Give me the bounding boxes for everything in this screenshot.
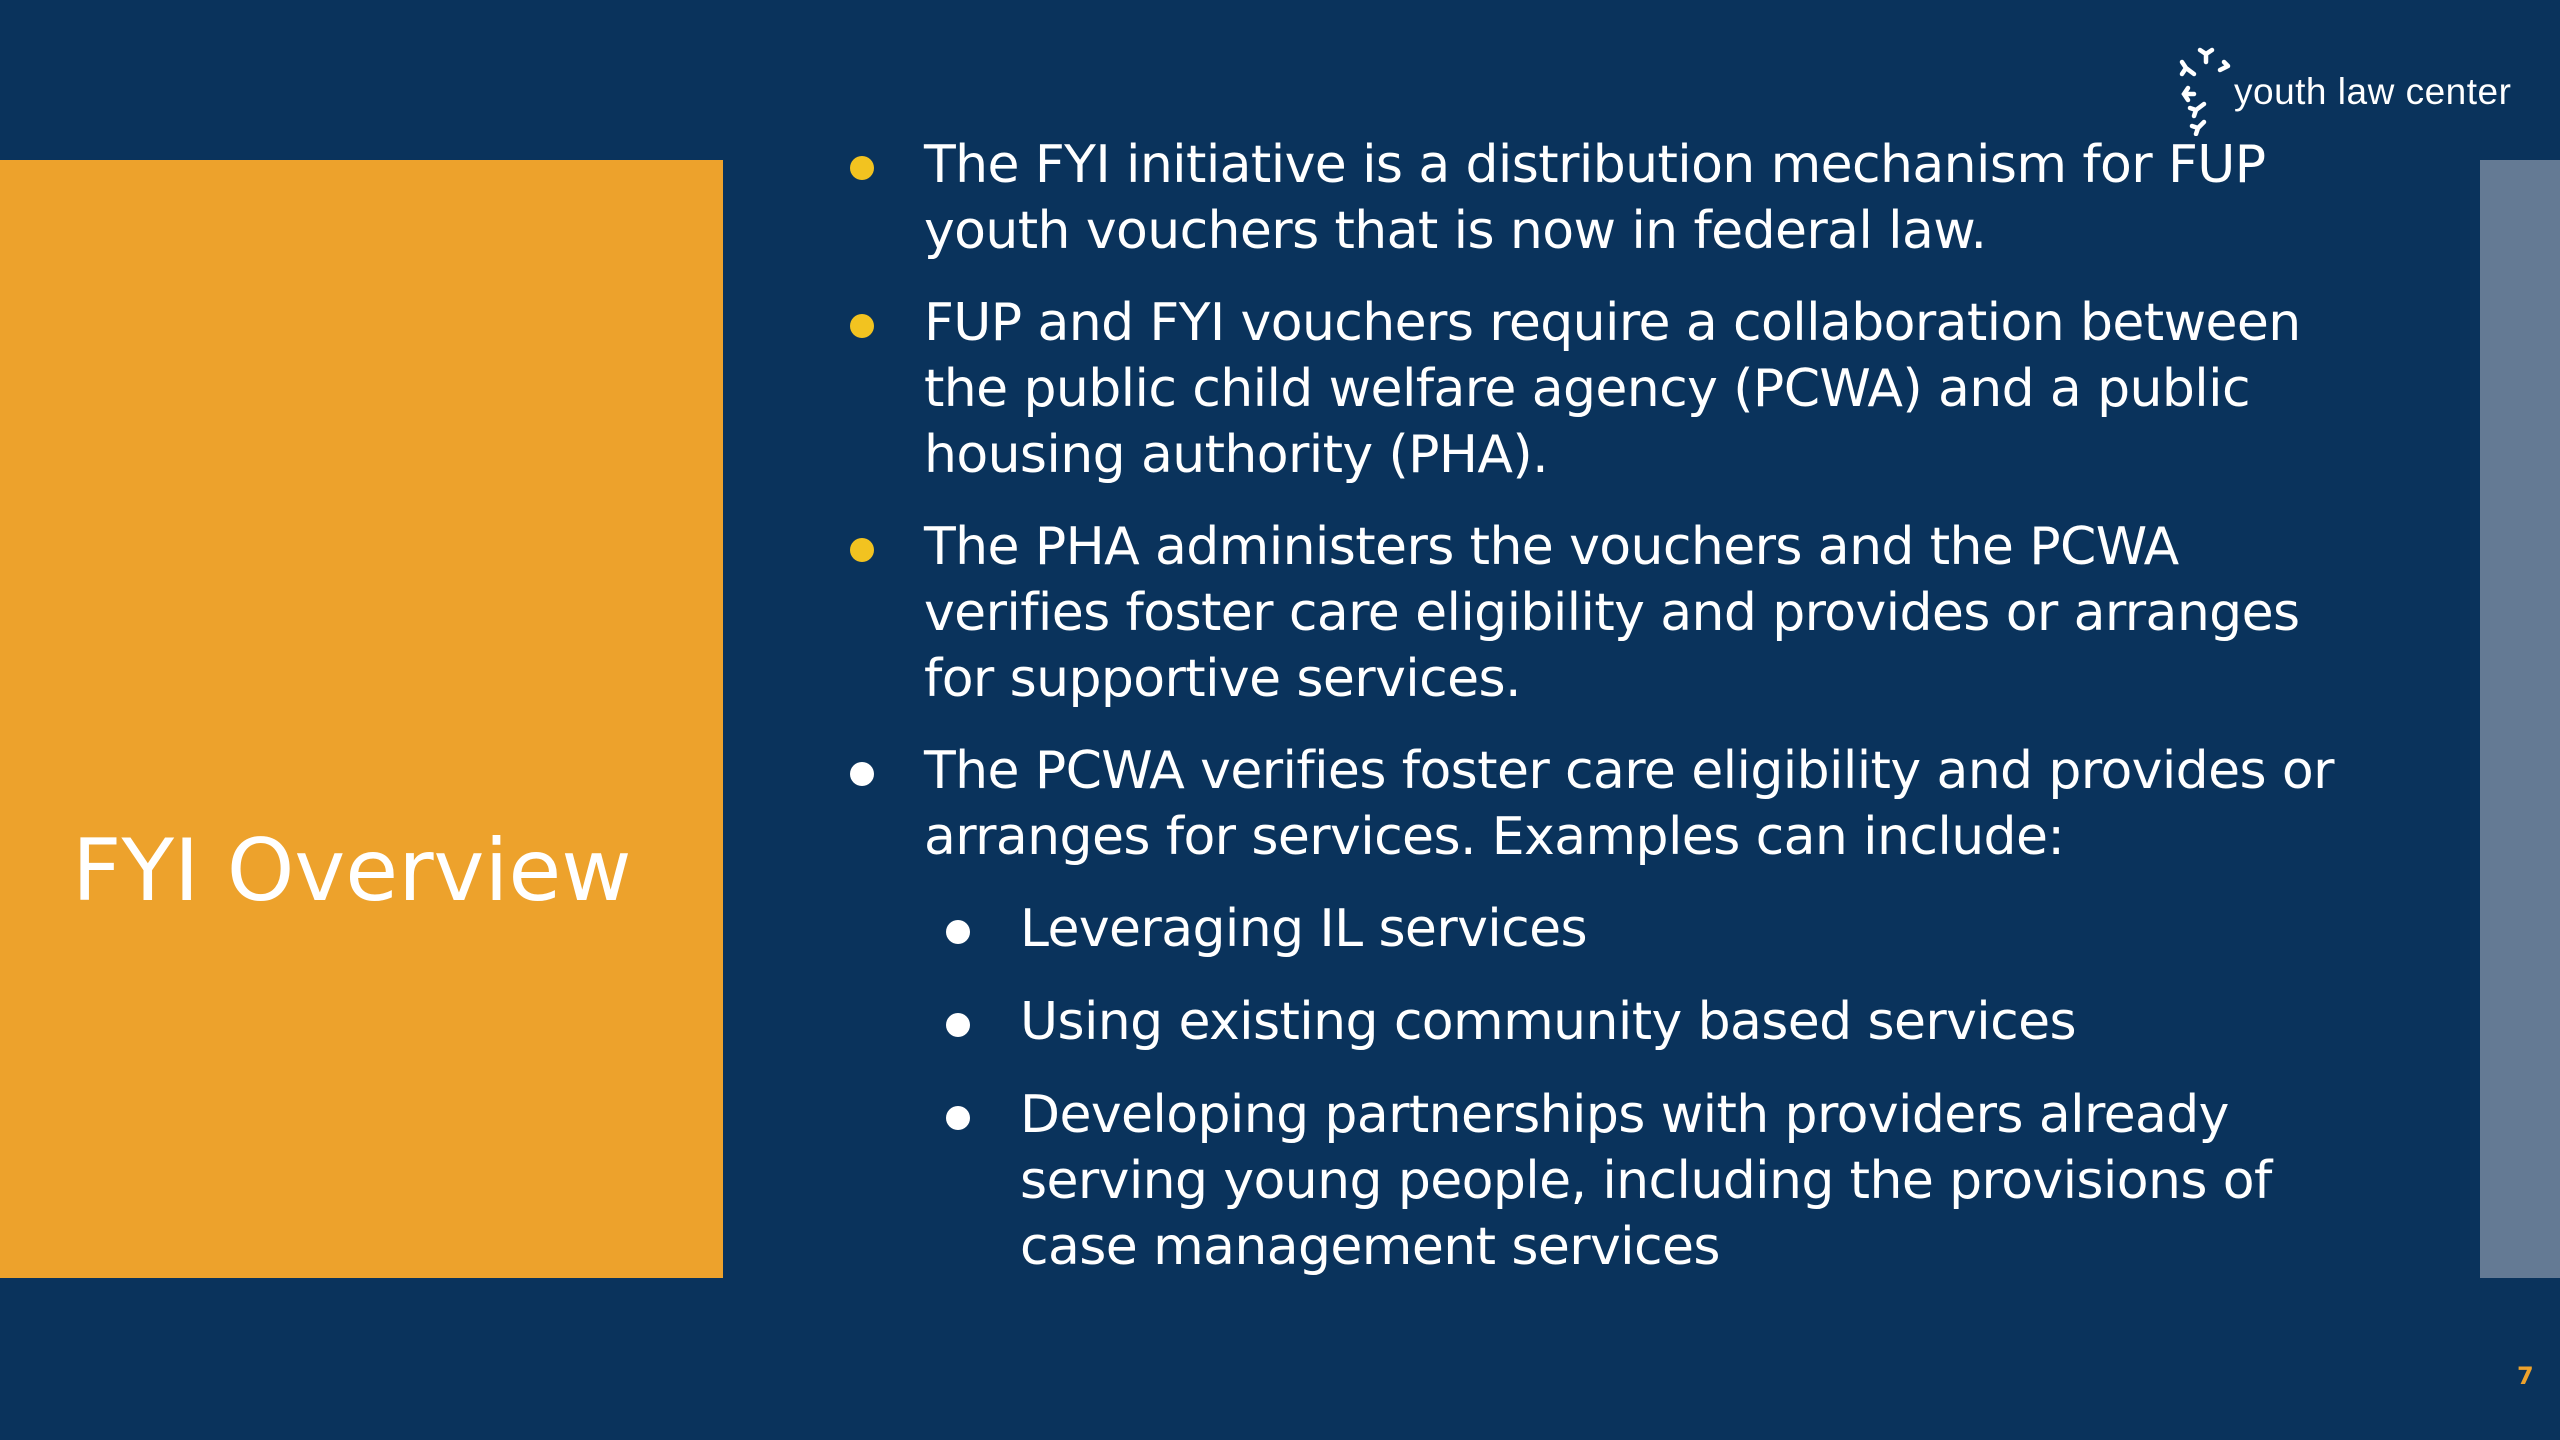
sub-bullet-dot-icon: [946, 920, 970, 944]
sub-bullet-dot-icon: [946, 1013, 970, 1037]
sub-bullet-text: Developing partnerships with providers already serving young people, including the provisions of case management services: [1020, 1085, 2272, 1277]
logo: [2176, 40, 2511, 140]
sub-bullet-text: Using existing community based services: [1020, 992, 2077, 1052]
title-panel: [0, 160, 723, 1278]
sub-bullet-dot-icon: [946, 1106, 970, 1130]
slide-title: FYI Overview: [72, 821, 632, 921]
bullet-item: [838, 514, 2358, 712]
bullet-text: The PCWA verifies foster care eligibility and provides or arranges for services. Examples can include:: [924, 741, 2334, 867]
sub-bullet-list: [924, 896, 2358, 1280]
bullet-item: [838, 132, 2358, 264]
bullet-dot-icon: [850, 156, 874, 180]
bullet-text: FUP and FYI vouchers require a collaboration between the public child welfare agency (PCWA) and a public housing authority (PHA).: [924, 293, 2301, 485]
bullet-item: [838, 290, 2358, 488]
bullet-dot-icon: [850, 538, 874, 562]
page-number: 7: [2517, 1362, 2534, 1390]
sub-bullet-text: Leveraging IL services: [1020, 899, 1588, 959]
bullet-text: The FYI initiative is a distribution mechanism for FUP youth vouchers that is now in federal law.: [924, 135, 2266, 261]
bullet-text: The PHA administers the vouchers and the PCWA verifies foster care eligibility and provides or arranges for supportive services.: [924, 517, 2300, 709]
side-strip: [2480, 160, 2560, 1278]
bullet-list: [838, 132, 2358, 1307]
sub-bullet-item: [924, 1082, 2358, 1280]
sub-bullet-item: [924, 989, 2358, 1055]
sub-bullet-item: [924, 896, 2358, 962]
logo-mark-icon: [2176, 44, 2232, 136]
bullet-dot-icon: [850, 314, 874, 338]
logo-text: youth law center: [2234, 71, 2512, 112]
bullet-item: [838, 738, 2358, 1280]
bullet-dot-icon: [850, 762, 874, 786]
